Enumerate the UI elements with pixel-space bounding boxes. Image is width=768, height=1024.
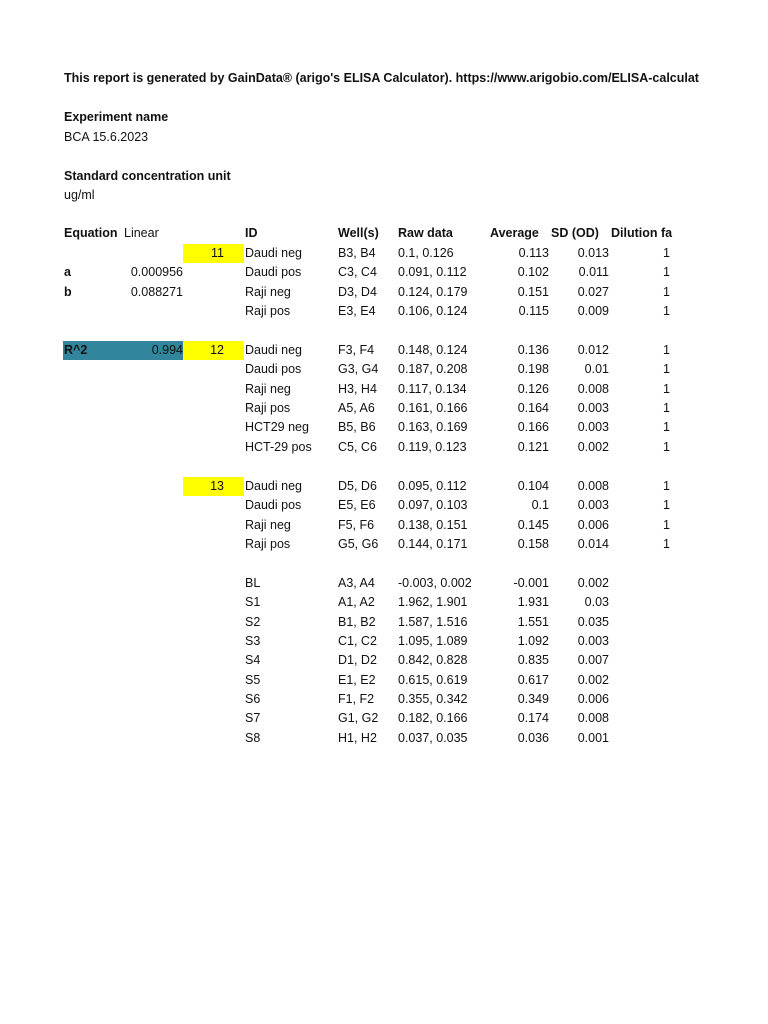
cell-avg: 0.151 xyxy=(517,285,549,299)
cell-wells: C3, C4 xyxy=(338,265,377,279)
cell-wells: D5, D6 xyxy=(338,479,377,493)
cell-avg: 1.931 xyxy=(517,595,549,609)
table-row xyxy=(0,535,768,554)
table-row xyxy=(0,613,768,632)
cell-avg: 0.198 xyxy=(517,362,549,376)
r-squared-label: R^2 xyxy=(64,343,88,357)
table-row xyxy=(0,283,768,302)
cell-sd: 0.035 xyxy=(577,615,609,629)
table-row xyxy=(0,360,768,379)
table-row xyxy=(0,516,768,535)
table-header xyxy=(0,226,768,244)
cell-avg: 1.092 xyxy=(517,634,549,648)
cell-id: Raji pos xyxy=(245,304,291,318)
cell-raw: 0.106, 0.124 xyxy=(398,304,468,318)
cell-wells: A5, A6 xyxy=(338,401,375,415)
cell-id: Daudi neg xyxy=(245,246,302,260)
table-row xyxy=(0,477,768,496)
cell-sd: 0.014 xyxy=(577,537,609,551)
table-row xyxy=(0,690,768,709)
group-label-13: 13 xyxy=(183,477,244,496)
group-label-11: 11 xyxy=(183,244,244,263)
cell-raw: 0.124, 0.179 xyxy=(398,285,468,299)
cell-sd: 0.006 xyxy=(577,692,609,706)
cell-id: Raji neg xyxy=(245,382,291,396)
cell-dil xyxy=(620,690,670,709)
table-row xyxy=(0,671,768,690)
table-row xyxy=(0,302,768,321)
cell-avg: 0.166 xyxy=(517,420,549,434)
col-header-sd: SD (OD) xyxy=(551,226,599,240)
cell-avg: 0.121 xyxy=(517,440,549,454)
cell-sd: 0.006 xyxy=(577,518,609,532)
cell-dil xyxy=(620,729,670,748)
cell-avg: 0.113 xyxy=(518,246,549,260)
cell-id: S2 xyxy=(245,615,261,629)
cell-avg: 1.551 xyxy=(517,615,549,629)
cell-dil xyxy=(620,671,670,690)
cell-sd: 0.013 xyxy=(577,246,609,260)
cell-raw: 0.144, 0.171 xyxy=(398,537,468,551)
cell-dil: 1 xyxy=(663,304,670,318)
cell-dil: 1 xyxy=(663,420,670,434)
equation-value: Linear xyxy=(124,226,159,240)
cell-wells: C5, C6 xyxy=(338,440,377,454)
cell-raw: 0.163, 0.169 xyxy=(398,420,468,434)
cell-raw: 1.095, 1.089 xyxy=(398,634,468,648)
cell-id: Daudi pos xyxy=(245,498,302,512)
cell-sd: 0.008 xyxy=(577,382,609,396)
cell-sd: 0.03 xyxy=(584,595,609,609)
cell-raw: 0.355, 0.342 xyxy=(398,692,468,706)
table-row xyxy=(0,380,768,399)
cell-raw: -0.003, 0.002 xyxy=(398,576,472,590)
cell-raw: 0.615, 0.619 xyxy=(398,673,468,687)
cell-raw: 0.117, 0.134 xyxy=(398,382,467,396)
cell-id: Daudi neg xyxy=(245,479,302,493)
cell-id: Raji neg xyxy=(245,285,291,299)
cell-sd: 0.011 xyxy=(578,265,609,279)
cell-id: S5 xyxy=(245,673,261,687)
table-row xyxy=(0,496,768,515)
cell-id: S7 xyxy=(245,711,261,725)
cell-avg: 0.174 xyxy=(517,711,549,725)
cell-avg: 0.158 xyxy=(517,537,549,551)
experiment-name-value: BCA 15.6.2023 xyxy=(64,130,149,144)
cell-dil xyxy=(620,709,670,728)
cell-dil xyxy=(620,651,670,670)
cell-wells: G3, G4 xyxy=(338,362,379,376)
cell-id: S8 xyxy=(245,731,261,745)
cell-raw: 1.587, 1.516 xyxy=(398,615,468,629)
table-row xyxy=(0,438,768,457)
cell-wells: F5, F6 xyxy=(338,518,375,532)
cell-raw: 0.148, 0.124 xyxy=(398,343,468,357)
cell-sd: 0.01 xyxy=(584,362,609,376)
cell-sd: 0.002 xyxy=(577,576,609,590)
param-b-label: b xyxy=(64,285,72,299)
col-header-dilution: Dilution fa xyxy=(611,226,673,240)
cell-wells: A3, A4 xyxy=(338,576,375,590)
cell-avg: 0.104 xyxy=(517,479,549,493)
cell-raw: 0.037, 0.035 xyxy=(398,731,468,745)
param-a-label: a xyxy=(64,265,71,279)
cell-raw: 0.091, 0.112 xyxy=(398,265,467,279)
cell-wells: E3, E4 xyxy=(338,304,376,318)
cell-raw: 0.119, 0.123 xyxy=(398,440,467,454)
cell-dil xyxy=(620,593,670,612)
table-row xyxy=(0,632,768,651)
cell-id: S3 xyxy=(245,634,261,648)
cell-dil: 1 xyxy=(663,518,670,532)
cell-wells: D3, D4 xyxy=(338,285,377,299)
equation-label: Equation xyxy=(64,226,118,240)
cell-dil: 1 xyxy=(663,362,670,376)
cell-wells: E1, E2 xyxy=(338,673,376,687)
cell-avg: 0.115 xyxy=(518,304,549,318)
cell-id: Daudi neg xyxy=(245,343,302,357)
cell-avg: -0.001 xyxy=(513,576,549,590)
cell-dil xyxy=(620,613,670,632)
cell-raw: 0.182, 0.166 xyxy=(398,711,468,725)
cell-wells: B1, B2 xyxy=(338,615,376,629)
table-row xyxy=(0,651,768,670)
cell-dil: 1 xyxy=(663,343,670,357)
cell-dil: 1 xyxy=(663,498,670,512)
table-row xyxy=(0,244,768,263)
col-header-wells: Well(s) xyxy=(338,226,379,240)
cell-wells: C1, C2 xyxy=(338,634,377,648)
cell-avg: 0.164 xyxy=(517,401,549,415)
cell-id: BL xyxy=(245,576,261,590)
cell-raw: 0.842, 0.828 xyxy=(398,653,468,667)
cell-avg: 0.136 xyxy=(517,343,549,357)
cell-id: Raji pos xyxy=(245,401,291,415)
cell-dil: 1 xyxy=(663,246,670,260)
cell-sd: 0.002 xyxy=(577,440,609,454)
cell-wells: F3, F4 xyxy=(338,343,375,357)
cell-sd: 0.027 xyxy=(577,285,609,299)
cell-sd: 0.003 xyxy=(577,420,609,434)
col-header-raw: Raw data xyxy=(398,226,453,240)
cell-id: S4 xyxy=(245,653,261,667)
cell-dil: 1 xyxy=(663,265,670,279)
cell-sd: 0.009 xyxy=(577,304,609,318)
group-label-12: 12 xyxy=(183,341,244,360)
cell-raw: 0.161, 0.166 xyxy=(398,401,468,415)
cell-id: Raji pos xyxy=(245,537,291,551)
r-squared-value: 0.994 xyxy=(151,343,183,357)
cell-wells: D1, D2 xyxy=(338,653,377,667)
cell-sd: 0.012 xyxy=(577,343,609,357)
cell-sd: 0.008 xyxy=(577,711,609,725)
unit-value: ug/ml xyxy=(64,188,95,202)
cell-avg: 0.835 xyxy=(517,653,549,667)
table-row xyxy=(0,263,768,282)
cell-raw: 0.1, 0.126 xyxy=(398,246,454,260)
cell-wells: B5, B6 xyxy=(338,420,376,434)
table-row xyxy=(0,709,768,728)
cell-wells: E5, E6 xyxy=(338,498,376,512)
cell-wells: G1, G2 xyxy=(338,711,379,725)
param-a-value: 0.000956 xyxy=(130,265,183,279)
cell-sd: 0.001 xyxy=(577,731,609,745)
table-row xyxy=(0,593,768,612)
cell-raw: 1.962, 1.901 xyxy=(398,595,468,609)
cell-wells: F1, F2 xyxy=(338,692,375,706)
cell-wells: A1, A2 xyxy=(338,595,375,609)
cell-dil: 1 xyxy=(663,479,670,493)
cell-sd: 0.007 xyxy=(577,653,609,667)
cell-dil: 1 xyxy=(663,440,670,454)
cell-dil: 1 xyxy=(663,285,670,299)
cell-dil xyxy=(620,632,670,651)
cell-avg: 0.102 xyxy=(517,265,549,279)
col-header-average: Average xyxy=(490,226,539,240)
cell-wells: H3, H4 xyxy=(338,382,377,396)
cell-avg: 0.126 xyxy=(517,382,549,396)
cell-wells: B3, B4 xyxy=(338,246,376,260)
cell-wells: G5, G6 xyxy=(338,537,379,551)
report-title: This report is generated by GainData® (arigo's ELISA Calculator). https://www.arigobio.com/ELISA-calculat xyxy=(64,71,699,85)
unit-label: Standard concentration unit xyxy=(64,169,231,183)
cell-avg: 0.349 xyxy=(517,692,549,706)
cell-raw: 0.187, 0.208 xyxy=(398,362,468,376)
cell-raw: 0.138, 0.151 xyxy=(398,518,468,532)
cell-avg: 0.145 xyxy=(517,518,549,532)
cell-id: S1 xyxy=(245,595,261,609)
table-row xyxy=(0,341,768,360)
cell-sd: 0.003 xyxy=(577,498,609,512)
cell-id: Raji neg xyxy=(245,518,291,532)
cell-avg: 0.617 xyxy=(517,673,549,687)
table-row xyxy=(0,729,768,748)
param-b-value: 0.088271 xyxy=(130,285,183,299)
cell-sd: 0.002 xyxy=(577,673,609,687)
table-row xyxy=(0,574,768,593)
col-header-id: ID xyxy=(245,226,258,240)
cell-dil: 1 xyxy=(663,382,670,396)
cell-avg: 0.036 xyxy=(517,731,549,745)
table-row xyxy=(0,399,768,418)
cell-dil xyxy=(620,574,670,593)
cell-dil: 1 xyxy=(663,401,670,415)
cell-id: Daudi pos xyxy=(245,362,302,376)
cell-dil: 1 xyxy=(663,537,670,551)
cell-wells: H1, H2 xyxy=(338,731,377,745)
cell-raw: 0.097, 0.103 xyxy=(398,498,468,512)
cell-id: HCT-29 pos xyxy=(245,440,312,454)
experiment-name-label: Experiment name xyxy=(64,110,169,124)
cell-id: S6 xyxy=(245,692,261,706)
cell-id: HCT29 neg xyxy=(245,420,309,434)
table-row xyxy=(0,418,768,437)
cell-sd: 0.008 xyxy=(577,479,609,493)
cell-raw: 0.095, 0.112 xyxy=(398,479,467,493)
cell-sd: 0.003 xyxy=(577,634,609,648)
cell-id: Daudi pos xyxy=(245,265,302,279)
cell-avg: 0.1 xyxy=(531,498,549,512)
cell-sd: 0.003 xyxy=(577,401,609,415)
